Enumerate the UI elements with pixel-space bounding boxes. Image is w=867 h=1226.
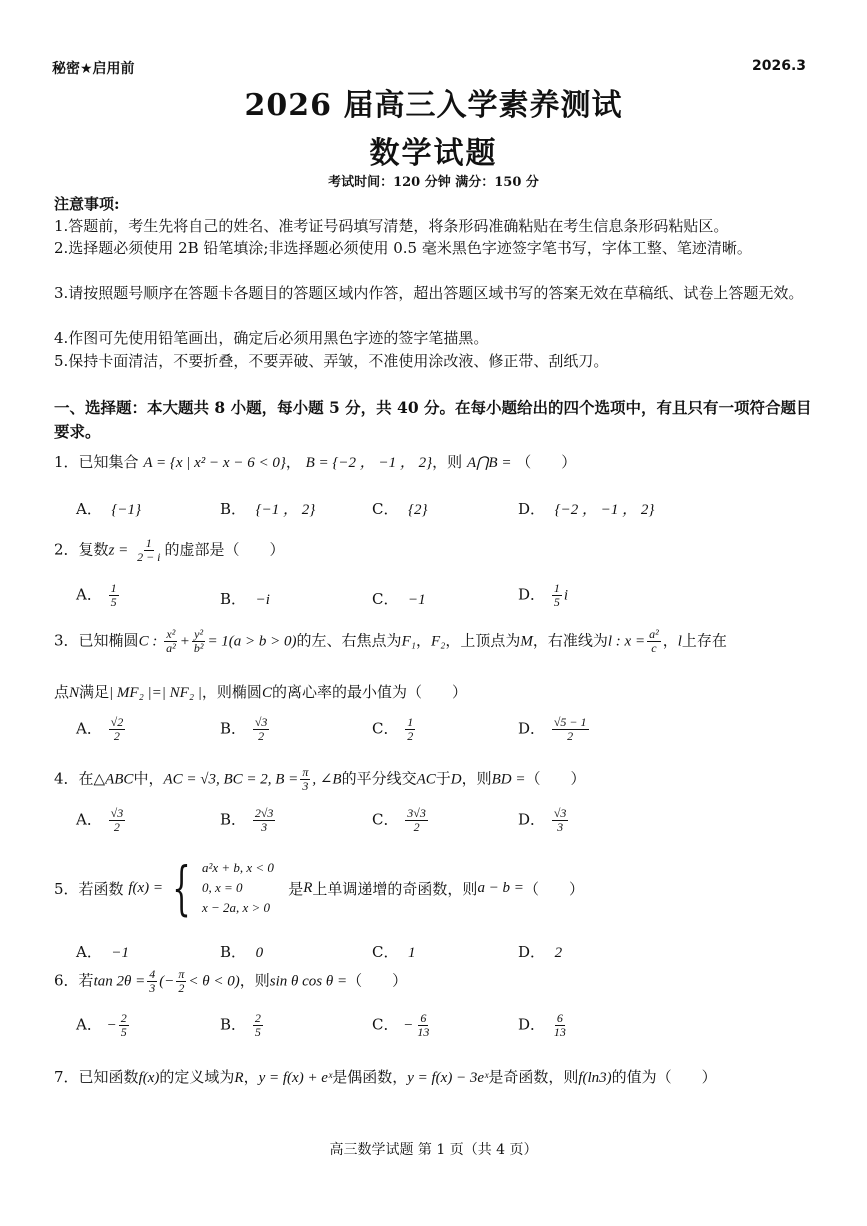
q1-option-c[interactable]: C． {2}: [372, 500, 428, 518]
question-4: 4．在△ABC中，AC = √3, BC = 2, B = $\frac{\pi}{3}$ , ∠B的平分线交AC于D，则BD =（ ）: [54, 765, 586, 793]
q5-option-c[interactable]: C． 1: [372, 943, 416, 961]
question-number: 1．: [54, 453, 79, 471]
q6-option-c[interactable]: C． − $\frac{6}{13}$: [372, 1011, 430, 1039]
notice-item-1: 1.答题前，考生先将自己的姓名、准考证号码填写清楚，将条形码准确粘贴在考生信息条形码粘贴区。: [54, 217, 729, 235]
set-b: B = {−2 ， −1 ， 2}: [305, 455, 433, 471]
question-number: 7．: [54, 1068, 79, 1086]
question-3-line-2: 点N满足| MF₂ |=| NF₂ |，则椭圆C的离心率的最小值为（ ）: [54, 683, 467, 701]
section-heading: 一、选择题：本大题共 8 小题，每小题 5 分，共 40 分。在每小题给出的四个选项中，有且只有一项符合题目要求。: [54, 398, 812, 441]
q1-option-b[interactable]: B． {−1 ， 2}: [220, 500, 316, 518]
answer-blank: （ ）: [516, 453, 577, 471]
exam-date: 2026.3: [752, 58, 807, 74]
question-number: 5．: [54, 879, 79, 898]
question-1: 1．已知集合 A = {x | x² − x − 6 < 0}， B = {−2 ， −1 ， 2}，则 A⋂B = （ ）: [54, 453, 577, 471]
question-6: 6．若tan 2θ = $\frac{4}{3}$ (− $\frac{\pi}{2}$ < θ < 0)，则sin θ cos θ =（ ）: [54, 967, 408, 995]
q6-option-a[interactable]: A． − $\frac{2}{5}$: [76, 1011, 127, 1039]
q2-option-d[interactable]: D． $\frac{1}{5}$ i: [518, 581, 568, 609]
question-number: 3．: [54, 631, 79, 650]
notice-item-4: 4.作图可先使用铅笔画出，确定后必须用黑色字迹的签字笔描黑。: [54, 329, 489, 347]
notice-item-2: 2.选择题必须使用 2B 铅笔填涂;非选择题必须使用 0.5 毫米黑色字迹签字笔书写，字体工整、笔迹清晰。: [54, 239, 752, 257]
q4-option-a[interactable]: A． $\frac{√3}{2}$: [76, 806, 124, 834]
question-3: 3．已知椭圆C : $\frac{\text{x²}}{\text{a²}}$ + $\frac{\text{y²}}{\text{b²}}$ = 1(a > b > 0)的左、右焦点为F₁，F₂，上顶点为M，右准线为l : x = $\frac{\text{a²}}{c}$ ，l上存在: [54, 627, 727, 655]
set-a: A = {x | x² − x − 6 < 0}: [143, 455, 286, 471]
q3-option-a[interactable]: A． $\frac{√2}{2}$: [76, 715, 124, 743]
piecewise-cases: a²x + b, x < 0 0, x = 0 x − 2a, x > 0: [201, 860, 274, 915]
q2-option-c[interactable]: C． −1: [372, 590, 426, 608]
q3-option-c[interactable]: C． $\frac{1}{2}$: [372, 715, 414, 743]
page-footer: 高三数学试题 第 1 页（共 4 页）: [329, 1142, 538, 1158]
notice-item-5: 5.保持卡面清洁，不要折叠，不要弄破、弄皱，不准使用涂改液、修正带、刮纸刀。: [54, 352, 609, 370]
fraction: $\frac{1}{2 - i}$: [137, 536, 161, 564]
answer-blank: （ ）: [347, 971, 408, 990]
question-number: 2．: [54, 540, 79, 559]
brace-icon: {: [172, 854, 191, 922]
question-7: 7．已知函数f(x)的定义域为R，y = f(x) + eˣ是偶函数，y = f(x) − 3eˣ是奇函数，则f(ln3)的值为（ ）: [54, 1068, 717, 1086]
q2-option-b[interactable]: B． −i: [220, 590, 270, 608]
q5-option-a[interactable]: A． −1: [76, 943, 130, 961]
page-title: 2026 届高三入学素养测试: [244, 88, 623, 123]
notice-item-3: 3.请按照题号顺序在答题卡各题目的答题区域内作答，超出答题区域书写的答案无效在草稿纸、试卷上答题无效。: [54, 284, 804, 302]
question-2: 2．复数z = $\frac{1}{2 - i}$ 的虚部是（ ）: [54, 536, 285, 564]
question-number: 4．: [54, 769, 79, 788]
q2-option-a[interactable]: A． $\frac{1}{5}$: [76, 581, 117, 609]
question-5: 5． 若函数 f(x) = { a²x + b, x < 0 0, x = 0 x − 2a, x > 0 是 R 上单调递增的奇函数，则 a − b = （ ）: [54, 854, 584, 922]
exam-meta: 考试时间：120 分钟 满分：150 分: [328, 175, 539, 190]
q3-option-d[interactable]: D． $\frac{√5 - 1}{2}$: [518, 715, 587, 743]
question-number: 6．: [54, 971, 79, 990]
q3-option-b[interactable]: B． $\frac{√3}{2}$: [220, 715, 268, 743]
answer-blank: （ ）: [523, 879, 584, 898]
notice-title: 注意事项:: [54, 195, 120, 213]
q6-option-d[interactable]: D． $\frac{6}{13}$: [518, 1011, 566, 1039]
q4-option-c[interactable]: C． $\frac{3√3}{2}$: [372, 806, 426, 834]
q1-option-d[interactable]: D． {−2 ， −1 ， 2}: [518, 500, 655, 518]
q4-option-d[interactable]: D． $\frac{√3}{3}$: [518, 806, 567, 834]
q5-option-b[interactable]: B． 0: [220, 943, 264, 961]
q4-option-b[interactable]: B． $\frac{2√3}{3}$: [220, 806, 274, 834]
page-subtitle: 数学试题: [369, 136, 498, 171]
q5-option-d[interactable]: D． 2: [518, 943, 563, 961]
answer-blank: （ ）: [525, 769, 586, 788]
secret-label: 秘密★启用前: [52, 61, 135, 77]
q1-option-a[interactable]: A． {−1}: [76, 500, 142, 518]
q6-option-b[interactable]: B． $\frac{2}{5}$: [220, 1011, 261, 1039]
